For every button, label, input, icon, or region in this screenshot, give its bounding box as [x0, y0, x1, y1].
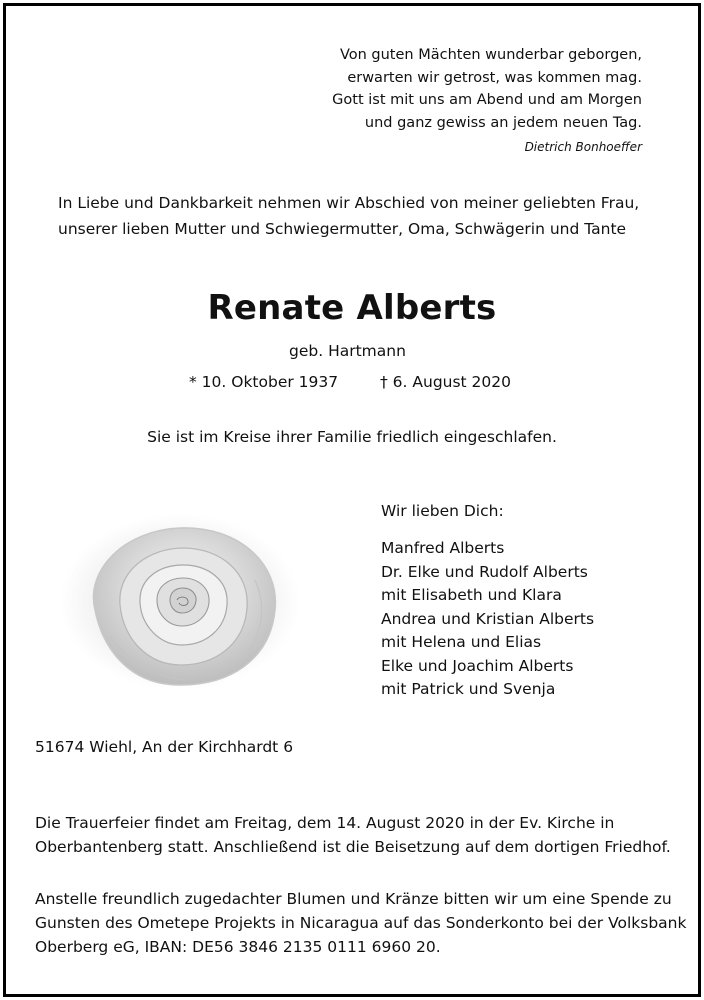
intro-line: unserer lieben Mutter und Schwiegermutter, Oma, Schwägerin und Tante	[58, 220, 627, 238]
ceremony-line: Oberbantenberg statt. Anschließend ist die Beisetzung auf dem dortigen Friedhof.	[35, 838, 671, 856]
poem-line: erwarten wir getrost, was kommen mag.	[347, 69, 642, 86]
family-list	[381, 537, 594, 702]
donation-line: Gunsten des Ometepe Projekts in Nicaragua auf das Sonderkonto bei der Volksbank	[35, 914, 687, 932]
poem-line: Gott ist mit uns am Abend und am Morgen	[332, 92, 642, 108]
deceased-name: Renate Alberts	[207, 288, 497, 328]
donation-text	[35, 887, 686, 959]
intro-text	[58, 190, 639, 242]
poem-line: und ganz gewiss an jedem neuen Tag.	[364, 114, 642, 131]
donation-line: Oberberg eG, IBAN: DE56 3846 2135 0111 6960 20.	[35, 938, 441, 956]
ceremony-text	[35, 811, 671, 859]
poem-line: Von guten Mächten wunderbar geborgen,	[339, 47, 642, 63]
intro-line: In Liebe und Dankbarkeit nehmen wir Abschied von meiner geliebten Frau,	[58, 194, 640, 212]
address: 51674 Wiehl, An der Kirchhardt 6	[35, 738, 294, 756]
family-member: mit Patrick und Svenja	[381, 680, 556, 698]
maiden-name: geb. Hartmann	[289, 342, 406, 360]
rose-image	[55, 510, 310, 700]
family-member: Elke und Joachim Alberts	[381, 656, 574, 675]
ceremony-line: Die Trauerfeier findet am Freitag, dem 14. August 2020 in der Ev. Kirche in	[35, 814, 615, 832]
birth-date: * 10. Oktober 1937	[189, 373, 339, 391]
family-member: Manfred Alberts	[381, 539, 505, 557]
family-heading: Wir lieben Dich:	[381, 502, 504, 520]
death-date: † 6. August 2020	[380, 373, 512, 391]
family-member: mit Elisabeth und Klara	[381, 586, 562, 604]
family-member: mit Helena und Elias	[381, 633, 542, 651]
poem-author: Dietrich Bonhoeffer	[524, 140, 642, 154]
poem	[332, 44, 642, 134]
family-member: Dr. Elke und Rudolf Alberts	[381, 562, 588, 581]
family-member: Andrea und Kristian Alberts	[381, 609, 595, 628]
statement: Sie ist im Kreise ihrer Familie friedlich eingeschlafen.	[147, 428, 557, 446]
donation-line: Anstelle freundlich zugedachter Blumen und Kränze bitten wir um eine Spende zu	[35, 890, 672, 908]
